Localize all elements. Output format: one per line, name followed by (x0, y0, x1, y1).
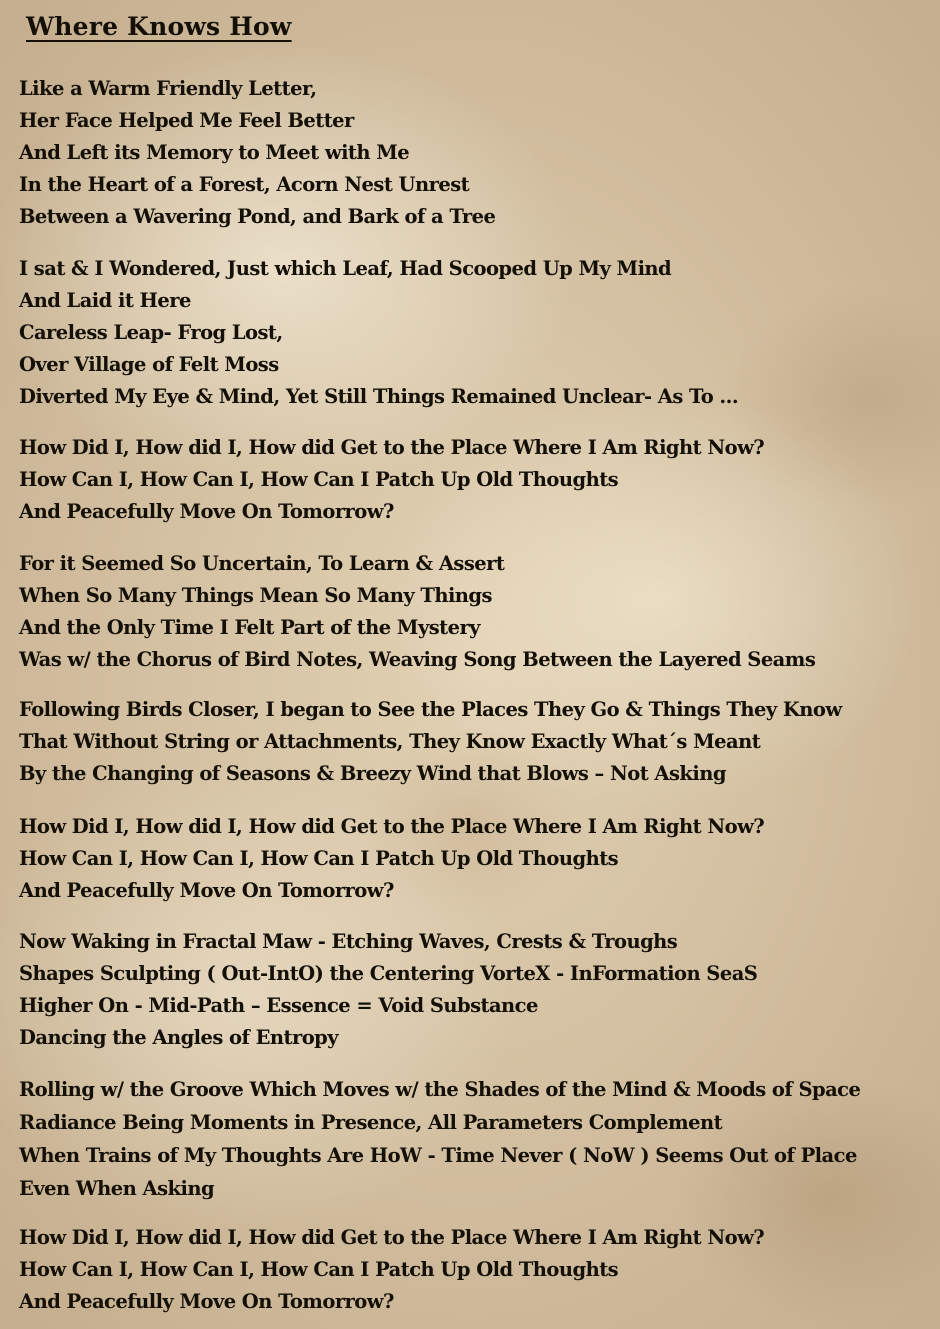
poem-line: Like a Warm Friendly Letter, (19, 77, 317, 100)
stanza-1 (19, 73, 495, 233)
poem-line: Dancing the Angles of Entropy (19, 1026, 339, 1049)
poem-line: And Peacefully Move On Tomorrow? (19, 1290, 394, 1313)
poem-line: Shapes Sculpting ( Out-IntO) the Centering VorteX - InFormation SeaS (19, 962, 758, 985)
stanza-4 (19, 548, 815, 676)
poem-line: In the Heart of a Forest, Acorn Nest Unrest (19, 173, 470, 196)
stanza-6-chorus (19, 811, 764, 907)
poem-line: That Without String or Attachments, They Know Exactly What´s Meant (19, 730, 761, 753)
poem-line: How Did I, How did I, How did Get to the Place Where I Am Right Now? (19, 1226, 765, 1249)
poem-line: Radiance Being Moments in Presence, All Parameters Complement (19, 1111, 723, 1134)
poem-line: Rolling w/ the Groove Which Moves w/ the Shades of the Mind & Moods of Space (19, 1078, 861, 1101)
poem-line: How Did I, How did I, How did Get to the Place Where I Am Right Now? (19, 815, 765, 838)
poem-line: Now Waking in Fractal Maw - Etching Waves, Crests & Troughs (19, 930, 678, 953)
poem-line: And Peacefully Move On Tomorrow? (19, 500, 394, 523)
poem-line: And Laid it Here (19, 289, 191, 312)
poem-line: And Peacefully Move On Tomorrow? (19, 879, 394, 902)
poem-line: How Did I, How did I, How did Get to the Place Where I Am Right Now? (19, 436, 765, 459)
poem-line: When So Many Things Mean So Many Things (19, 584, 492, 607)
poem-line: Over Village of Felt Moss (19, 353, 279, 376)
poem-line: Higher On - Mid-Path – Essence = Void Substance (19, 994, 538, 1017)
poem-line: Between a Wavering Pond, and Bark of a Tree (19, 205, 496, 228)
poem-line: And Left its Memory to Meet with Me (19, 141, 410, 164)
stanza-3-chorus (19, 432, 764, 528)
stanza-9-chorus (19, 1222, 764, 1318)
poem-line: Her Face Helped Me Feel Better (19, 109, 354, 132)
poem-line: Careless Leap- Frog Lost, (19, 321, 283, 344)
stanza-2 (19, 253, 738, 413)
poem-line: Even When Asking (19, 1177, 215, 1200)
poem-line: How Can I, How Can I, How Can I Patch Up Old Thoughts (19, 468, 619, 491)
poem-line: By the Changing of Seasons & Breezy Wind that Blows – Not Asking (19, 762, 726, 785)
stanza-8 (19, 1073, 860, 1205)
poem-line: I sat & I Wondered, Just which Leaf, Had Scooped Up My Mind (19, 257, 672, 280)
poem-line: How Can I, How Can I, How Can I Patch Up Old Thoughts (19, 1258, 619, 1281)
poem-line: Was w/ the Chorus of Bird Notes, Weaving Song Between the Layered Seams (19, 648, 816, 671)
poem-line: And the Only Time I Felt Part of the Mystery (19, 616, 480, 639)
stanza-7 (19, 926, 757, 1054)
poem-line: When Trains of My Thoughts Are HoW - Time Never ( NoW ) Seems Out of Place (19, 1144, 857, 1167)
poem-line: For it Seemed So Uncertain, To Learn & Assert (19, 552, 505, 575)
poem-title: Where Knows How (26, 12, 292, 41)
poem-line: Following Birds Closer, I began to See the Places They Go & Things They Know (19, 698, 842, 721)
poem-line: How Can I, How Can I, How Can I Patch Up Old Thoughts (19, 847, 619, 870)
stanza-5 (19, 694, 842, 790)
poem-line: Diverted My Eye & Mind, Yet Still Things Remained Unclear- As To ... (19, 385, 739, 408)
